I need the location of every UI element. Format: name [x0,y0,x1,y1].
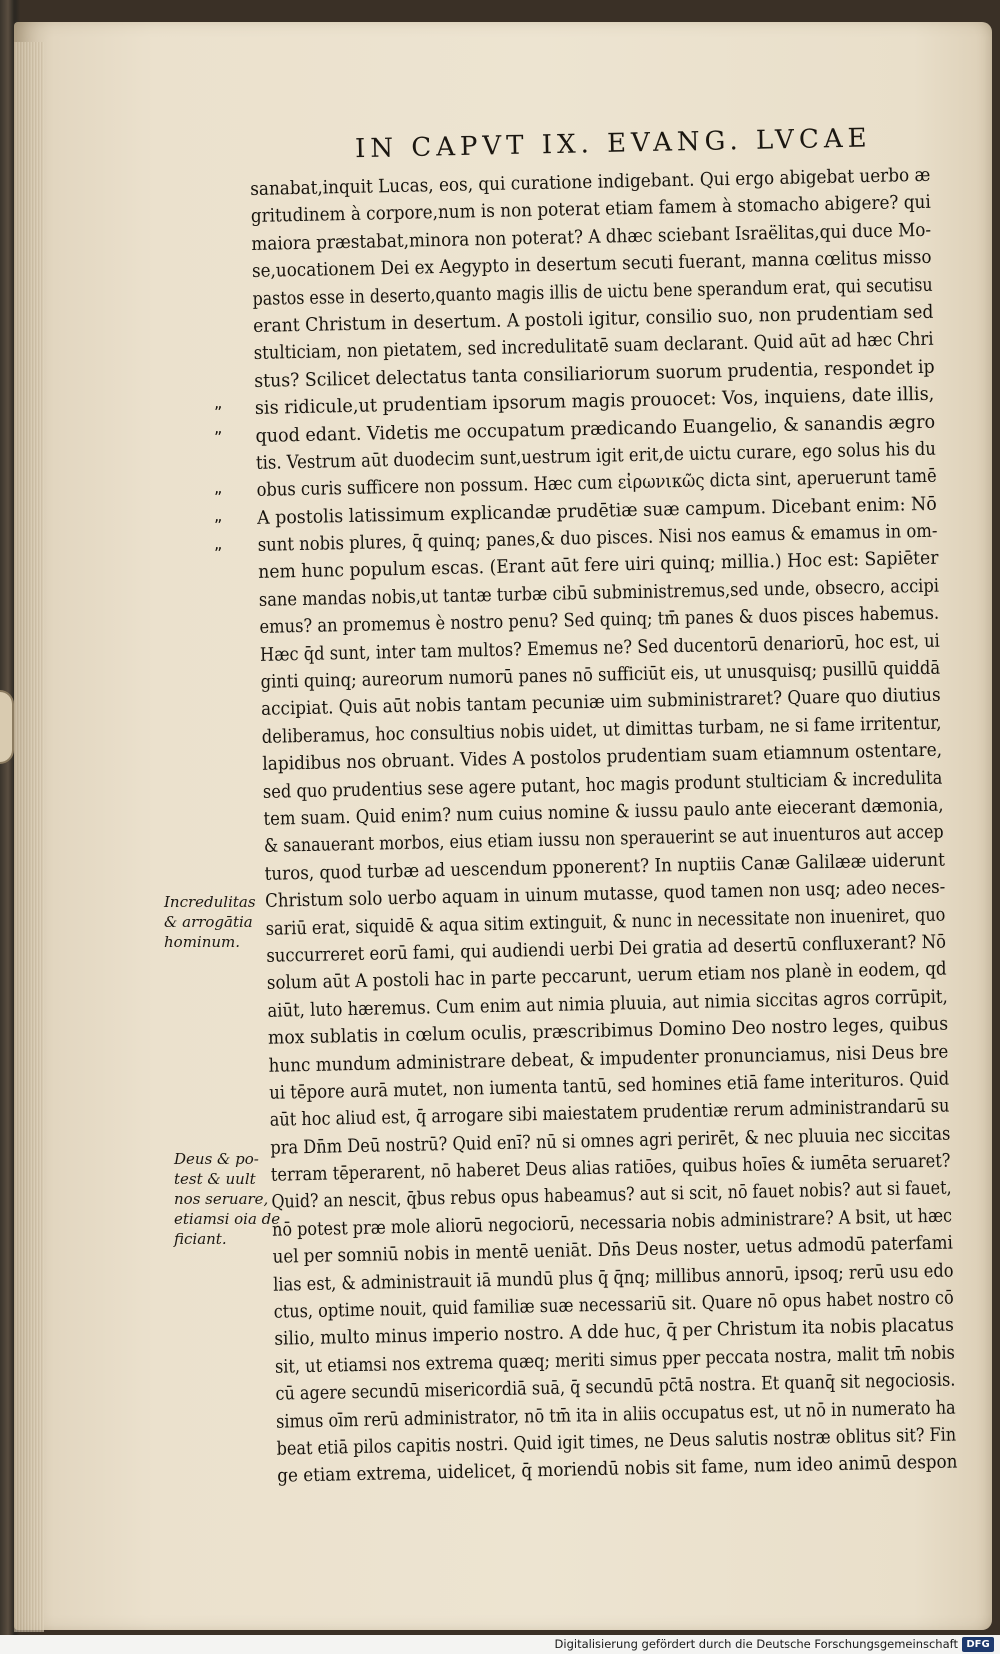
text-line: sane mandas nobis,ut tantæ turbæ cibū subministremus,sed unde, obsecro, accipi [258,575,940,611]
text-line: silio, multo minus imperio nostro. A dde huc, q̄ per Christum ita nobis placatus [274,1314,955,1351]
text-line: lapidibus nos obruant. Vides A postolos prudentiam suam etiamnum ostentare, [262,739,943,776]
marginal-line: Incredulitas [164,893,256,911]
text-line: obus curis sufficere non possum. Hæc cum εἰρωνικῶς dicta sint, aperuerunt tamē [256,465,937,502]
text-line: ctus, optime nouit, quid familiæ suæ necessariū sit. Quare nō opus habet nostro cō [273,1287,954,1323]
marginal-line: hominum. [164,933,241,951]
running-head: IN CAPVT IX. EVANG. LVCAE [354,123,872,165]
text-line: nō potest præ mole aliorū negociorū, necessaria nobis administrare? A bsit, ut hæc [271,1205,953,1241]
body-text [250,162,958,1506]
text-line: beat etiā pilos capitis nostri. Quid igit times, ne Deus salutis nostræ oblitus sit? Fin [276,1424,957,1460]
text-line: ginti quinq; aureorum numorū panes nō sufficiūt eis, ut unusquisq; pusillū quiddā [260,657,941,693]
text-line: tis. Vestrum aūt duodecim sunt,uestrum igit erit,de uictu curare, ego solus his du [255,438,937,474]
marginal-line: ficiant. [174,1230,227,1248]
text-line: pastos esse in deserto,quanto magis illis de uictu bene sperandum erat, qui secutisu [252,274,933,310]
text-line: aiūt, luto hæremus. Cum enim aut nimia pluuia, aut nimia siccitas agros corrūpit, [267,986,948,1022]
marginal-line: Deus & po- [174,1150,259,1168]
text-line: cū agere secundū misericordiā suā, q̄ secundū pc̄tā nostra. Et quanq̄ sit negociosis. [275,1369,956,1405]
text-line: Hæc q̄d sunt, inter tam multos? Ememus ne? Sed ducentorū denariorū, hoc est, ui [259,630,940,666]
text-line: pra Dn̄m Deū nostrū? Quid enī? nū si omnes agri perirēt, & nec pluuia nec siccitas [270,1123,951,1159]
text-line: uel per somniū nobis in mentē ueniāt. Dn̄s Deus noster, uetus admodū paterfami [272,1232,954,1268]
text-line: erant Christum in desertum. A postoli igitur, consilio suo, non prudentiam sed [252,301,934,337]
text-line: sanabat,inquit Lucas, eos, qui curatione indigebant. Qui ergo abigebat uerbo æ [250,164,931,200]
footer-bar [0,1635,1000,1654]
text-line: deliberamus, hoc consultius nobis uidet, ut dimittas turbam, ne si fame irritentur, [261,712,942,748]
text-line: A postolis latissimum explicandæ prudētiæ suæ campum. Dicebant enim: Nō [256,493,937,529]
marginal-line: etiamsi oia de [174,1210,281,1228]
text-line: accipiat. Quis aūt nobis tantam pecuniæ uim subministraret? Quare quo diutius [260,685,941,721]
text-line: Christum solo uerbo aquam in uinum mutasse, quod tamen non usq; adeo neces- [264,876,946,912]
text-line: quod edant. Videtis me occupatum prædicando Euangelio, & sanandis ægro [255,411,936,447]
marginal-line: & arrogātia [164,913,253,931]
binding-clasp [0,690,14,764]
text-line: gritudinem à corpore,num is non poterat etiam famem à stomacho abigere? qui [250,192,931,228]
text-line: sunt nobis plures, q̄ quinq; panes,& duo pisces. Nisi nos eamus & emamus in om- [257,520,938,556]
quote-mark: „ [214,478,224,497]
text-line: maiora præstabat,minora non poterat? A dhæc sciebant Israëlitas,qui duce Mo- [251,219,932,255]
text-line: turos, quod turbæ ad uescendum pponerent? In nuptiis Canæ Galilææ uiderunt [264,849,946,885]
text-line: nem hunc populum escas. (Erant aūt fere uiri quinq; millia.) Hoc est: Sapiēter [258,548,939,584]
text-line: hunc mundum administrare debeat, & impudenter pronunciamus, nisi Deus bre [268,1041,949,1077]
marginal-note-incredulitas [164,892,256,952]
text-line: stulticiam, non pietatem, sed incredulitatē suam declarant. Quid aūt ad hæc Chri [253,329,934,365]
text-line: sed quo prudentius sese agere putant, hoc magis produnt stulticiam & incredulita [262,767,943,803]
text-line: sis ridicule,ut prudentiam ipsorum magis prouocet: Vos, inquiens, date illis, [254,383,935,420]
text-line: tem suam. Quid enim? num cuius nomine & iussu paulo ante eiecerant dæmonia, [263,794,944,830]
dfg-logo: DFG [962,1637,994,1652]
marginal-line: test & uult [174,1170,256,1188]
funding-notice: Digitalisierung gefördert durch die Deutsche Forschungsgemeinschaft [554,1637,958,1651]
text-line: se,uocationem Dei ex Aegypto in desertum secuti fuerant, manna cœlitus misso [251,246,932,283]
text-line: stus? Scilicet delectatus tanta consiliariorum suorum prudentia, respondet ip [254,356,935,392]
quote-mark: „ [214,506,224,525]
text-line: Quid? an nescit, q̄bus rebus opus habeamus? aut si scit, nō fauet nobis? aut si fauet, [271,1177,952,1214]
text-line: mox sublatis in cœlum oculis, præscribimus Domino Deo nostro leges, quibus [267,1013,949,1049]
text-line: succurreret eorū fami, qui audiendi uerbi Dei gratia ad desertū confluxerant? Nō [266,931,947,967]
text-line: aūt hoc aliud est, q̄ arrogare sibi maiestatem prudentiæ rerum administrandarū su [269,1095,950,1132]
text-line: simus oīm rerū administrator, nō tm̄ ita in aliis occupatus est, ut nō in numerato ha [275,1397,956,1433]
quote-mark: „ [214,534,224,553]
text-line: ui tēpore aurā mutet, non iumenta tantū, sed homines etiā fame interituros. Quid [268,1068,950,1104]
quote-mark: „ [214,393,224,412]
text-line: sit, ut etiamsi nos extrema quæq; meriti simus pper peccata nostra, malit tm̄ nobis [274,1342,956,1378]
text-line: solum aūt A postoli hac in parte peccarunt, uerum etiam nos planè in eodem, qd [266,958,947,995]
marginal-line: nos seruare, [174,1190,269,1208]
text-line: lias est, & administrauit iā mundū plus q̄ q̄nq; millibus annorū, ipsoq; rerū usu edo [273,1260,954,1296]
text-line: terram tēperarent, nō haberet Deus alias ratiōes, quibus hoīes & iumēta seruaret? [270,1150,951,1186]
text-line: sariū erat, siquidē & aqua sitim extinguit, & nunc in necessitate non inueniret, quo [265,904,946,940]
text-line: ge etiam extrema, uidelicet, q̄ moriendū nobis sit fame, num ideo animū despon [277,1451,958,1488]
text-line: emus? an promemus è nostro penu? Sed quinq; tm̄ panes & duos pisces habemus. [259,602,940,639]
quote-mark: „ [214,418,224,437]
marginal-note-deus [174,1149,280,1249]
text-line: & sanauerant morbos, eius etiam iussu non sperauerint se aut inuenturos aut accep [263,821,944,858]
page-edges [14,42,44,1632]
